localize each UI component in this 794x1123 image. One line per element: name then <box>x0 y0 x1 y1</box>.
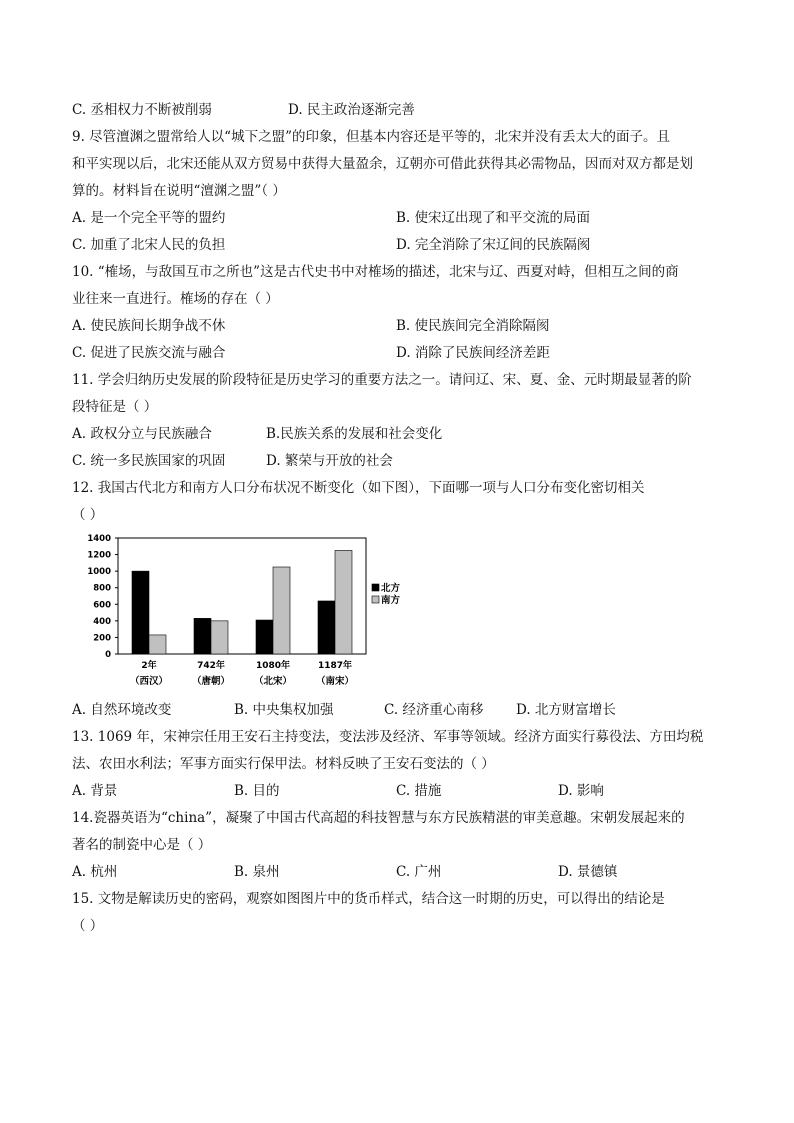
q9-option-c: C. 加重了北宋人民的负担 <box>72 237 226 253</box>
y-tick-label: 1200 <box>87 550 111 561</box>
legend-label: 南方 <box>381 595 401 606</box>
x-tick-label: 2年 <box>141 661 157 671</box>
y-tick-label: 400 <box>93 616 111 627</box>
q13-option-a: A. 背景 <box>72 783 118 799</box>
q15-stem-line-1: 15. 文物是解读历史的密码，观察如图图片中的货币样式，结合这一时期的历史，可以得出的结论是 <box>72 891 665 907</box>
legend-label: 北方 <box>381 583 401 594</box>
bar-south <box>273 567 290 654</box>
y-tick-label: 200 <box>93 633 111 644</box>
q13-stem-line-1: 13. 1069 年，宋神宗任用王安石主持变法，变法涉及经济、军事等领域。经济方面实行募役法、方田均税 <box>72 729 704 745</box>
q10-option-b: B. 使民族间完全消除隔阂 <box>396 318 550 334</box>
q14-stem-line-2: 著名的制瓷中心是（ ） <box>72 837 212 853</box>
bar-south <box>211 621 228 654</box>
q13-option-c: C. 措施 <box>396 783 442 799</box>
q9-stem-line-2: 和平实现以后，北宋还能从双方贸易中获得大量盈余，辽朝亦可借此获得其必需物品，因而对双方都是划 <box>72 156 693 172</box>
q11-stem-line-2: 段特征是（ ） <box>72 399 158 415</box>
population-bar-chart <box>72 528 401 690</box>
q12-option-c: C. 经济重心南移 <box>384 702 484 718</box>
q14-option-a: A. 杭州 <box>72 864 118 880</box>
y-tick-label: 1000 <box>87 567 111 578</box>
q9-option-d: D. 完全消除了宋辽间的民族隔阂 <box>396 237 591 253</box>
q9-option-b: B. 使宋辽出现了和平交流的局面 <box>396 210 591 226</box>
q11-option-b: B.民族关系的发展和社会变化 <box>266 426 443 442</box>
q8-option-d: D. 民主政治逐渐完善 <box>288 102 415 118</box>
bar-north <box>194 618 211 654</box>
q12-option-b: B. 中央集权加强 <box>234 702 334 718</box>
q14-stem-line-1: 14.瓷器英语为“china”，凝聚了中国古代高超的科技智慧与东方民族精湛的审美意趣。宋朝发展起来的 <box>72 810 685 826</box>
q10-option-a: A. 使民族间长期争战不休 <box>72 318 226 334</box>
bar-north <box>256 620 273 654</box>
q14-option-b: B. 泉州 <box>234 864 280 880</box>
q15-stem-line-2: （ ） <box>72 918 104 934</box>
x-tick-label: 742年 <box>197 661 225 671</box>
q9-stem-line-1: 9. 尽管澶渊之盟常给人以“城下之盟”的印象，但基本内容还是平等的，北宋并没有丢太大的面子。且 <box>72 129 670 145</box>
bar-south <box>149 635 166 654</box>
x-tick-sublabel: （西汉） <box>129 676 169 687</box>
q9-stem-line-3: 算的。材料旨在说明“澶渊之盟”（ ） <box>72 183 286 199</box>
legend-swatch <box>372 584 379 591</box>
y-tick-label: 600 <box>93 600 111 611</box>
q14-option-d: D. 景德镇 <box>558 864 618 880</box>
q11-stem-line-1: 11. 学会归纳历史发展的阶段特征是历史学习的重要方法之一。请问辽、宋、夏、金、元时期最显著的阶 <box>72 372 692 388</box>
y-tick-label: 1400 <box>87 534 111 544</box>
bar-south <box>335 550 352 654</box>
q10-stem-line-1: 10. “榷场，与敌国互市之所也”这是古代史书中对榷场的描述，北宋与辽、西夏对峙，但相互之间的商 <box>72 264 679 280</box>
q10-option-c: C. 促进了民族交流与融合 <box>72 345 226 361</box>
q13-option-b: B. 目的 <box>234 783 280 799</box>
q10-stem-line-2: 业往来一直进行。榷场的存在（ ） <box>72 291 279 307</box>
q11-option-d: D. 繁荣与开放的社会 <box>266 453 393 469</box>
q12-stem-line-1: 12. 我国古代北方和南方人口分布状况不断变化（如下图），下面哪一项与人口分布变化密切相关 <box>72 480 645 496</box>
x-tick-sublabel: （唐朝） <box>191 676 231 687</box>
q9-option-a: A. 是一个完全平等的盟约 <box>72 210 226 226</box>
x-tick-sublabel: （南宋） <box>315 676 355 687</box>
q11-option-c: C. 统一多民族国家的巩固 <box>72 453 226 469</box>
legend-swatch <box>372 596 379 603</box>
x-tick-sublabel: （北宋） <box>253 676 293 687</box>
x-tick-label: 1080年 <box>255 661 291 671</box>
y-tick-label: 0 <box>105 650 111 660</box>
q12-option-d: D. 北方财富增长 <box>516 702 616 718</box>
y-tick-label: 800 <box>93 583 111 594</box>
q8-option-c: C. 丞相权力不断被削弱 <box>72 102 212 118</box>
q10-option-d: D. 消除了民族间经济差距 <box>396 345 550 361</box>
q14-option-c: C. 广州 <box>396 864 442 880</box>
x-tick-label: 1187年 <box>317 661 353 671</box>
bar-north <box>132 571 149 654</box>
q11-option-a: A. 政权分立与民族融合 <box>72 426 212 442</box>
q12-option-a: A. 自然环境改变 <box>72 702 172 718</box>
q13-option-d: D. 影响 <box>558 783 604 799</box>
q12-stem-line-2: （ ） <box>72 507 104 523</box>
bar-north <box>318 601 335 654</box>
q13-stem-line-2: 法、农田水利法；军事方面实行保甲法。材料反映了王安石变法的（ ） <box>72 756 495 772</box>
